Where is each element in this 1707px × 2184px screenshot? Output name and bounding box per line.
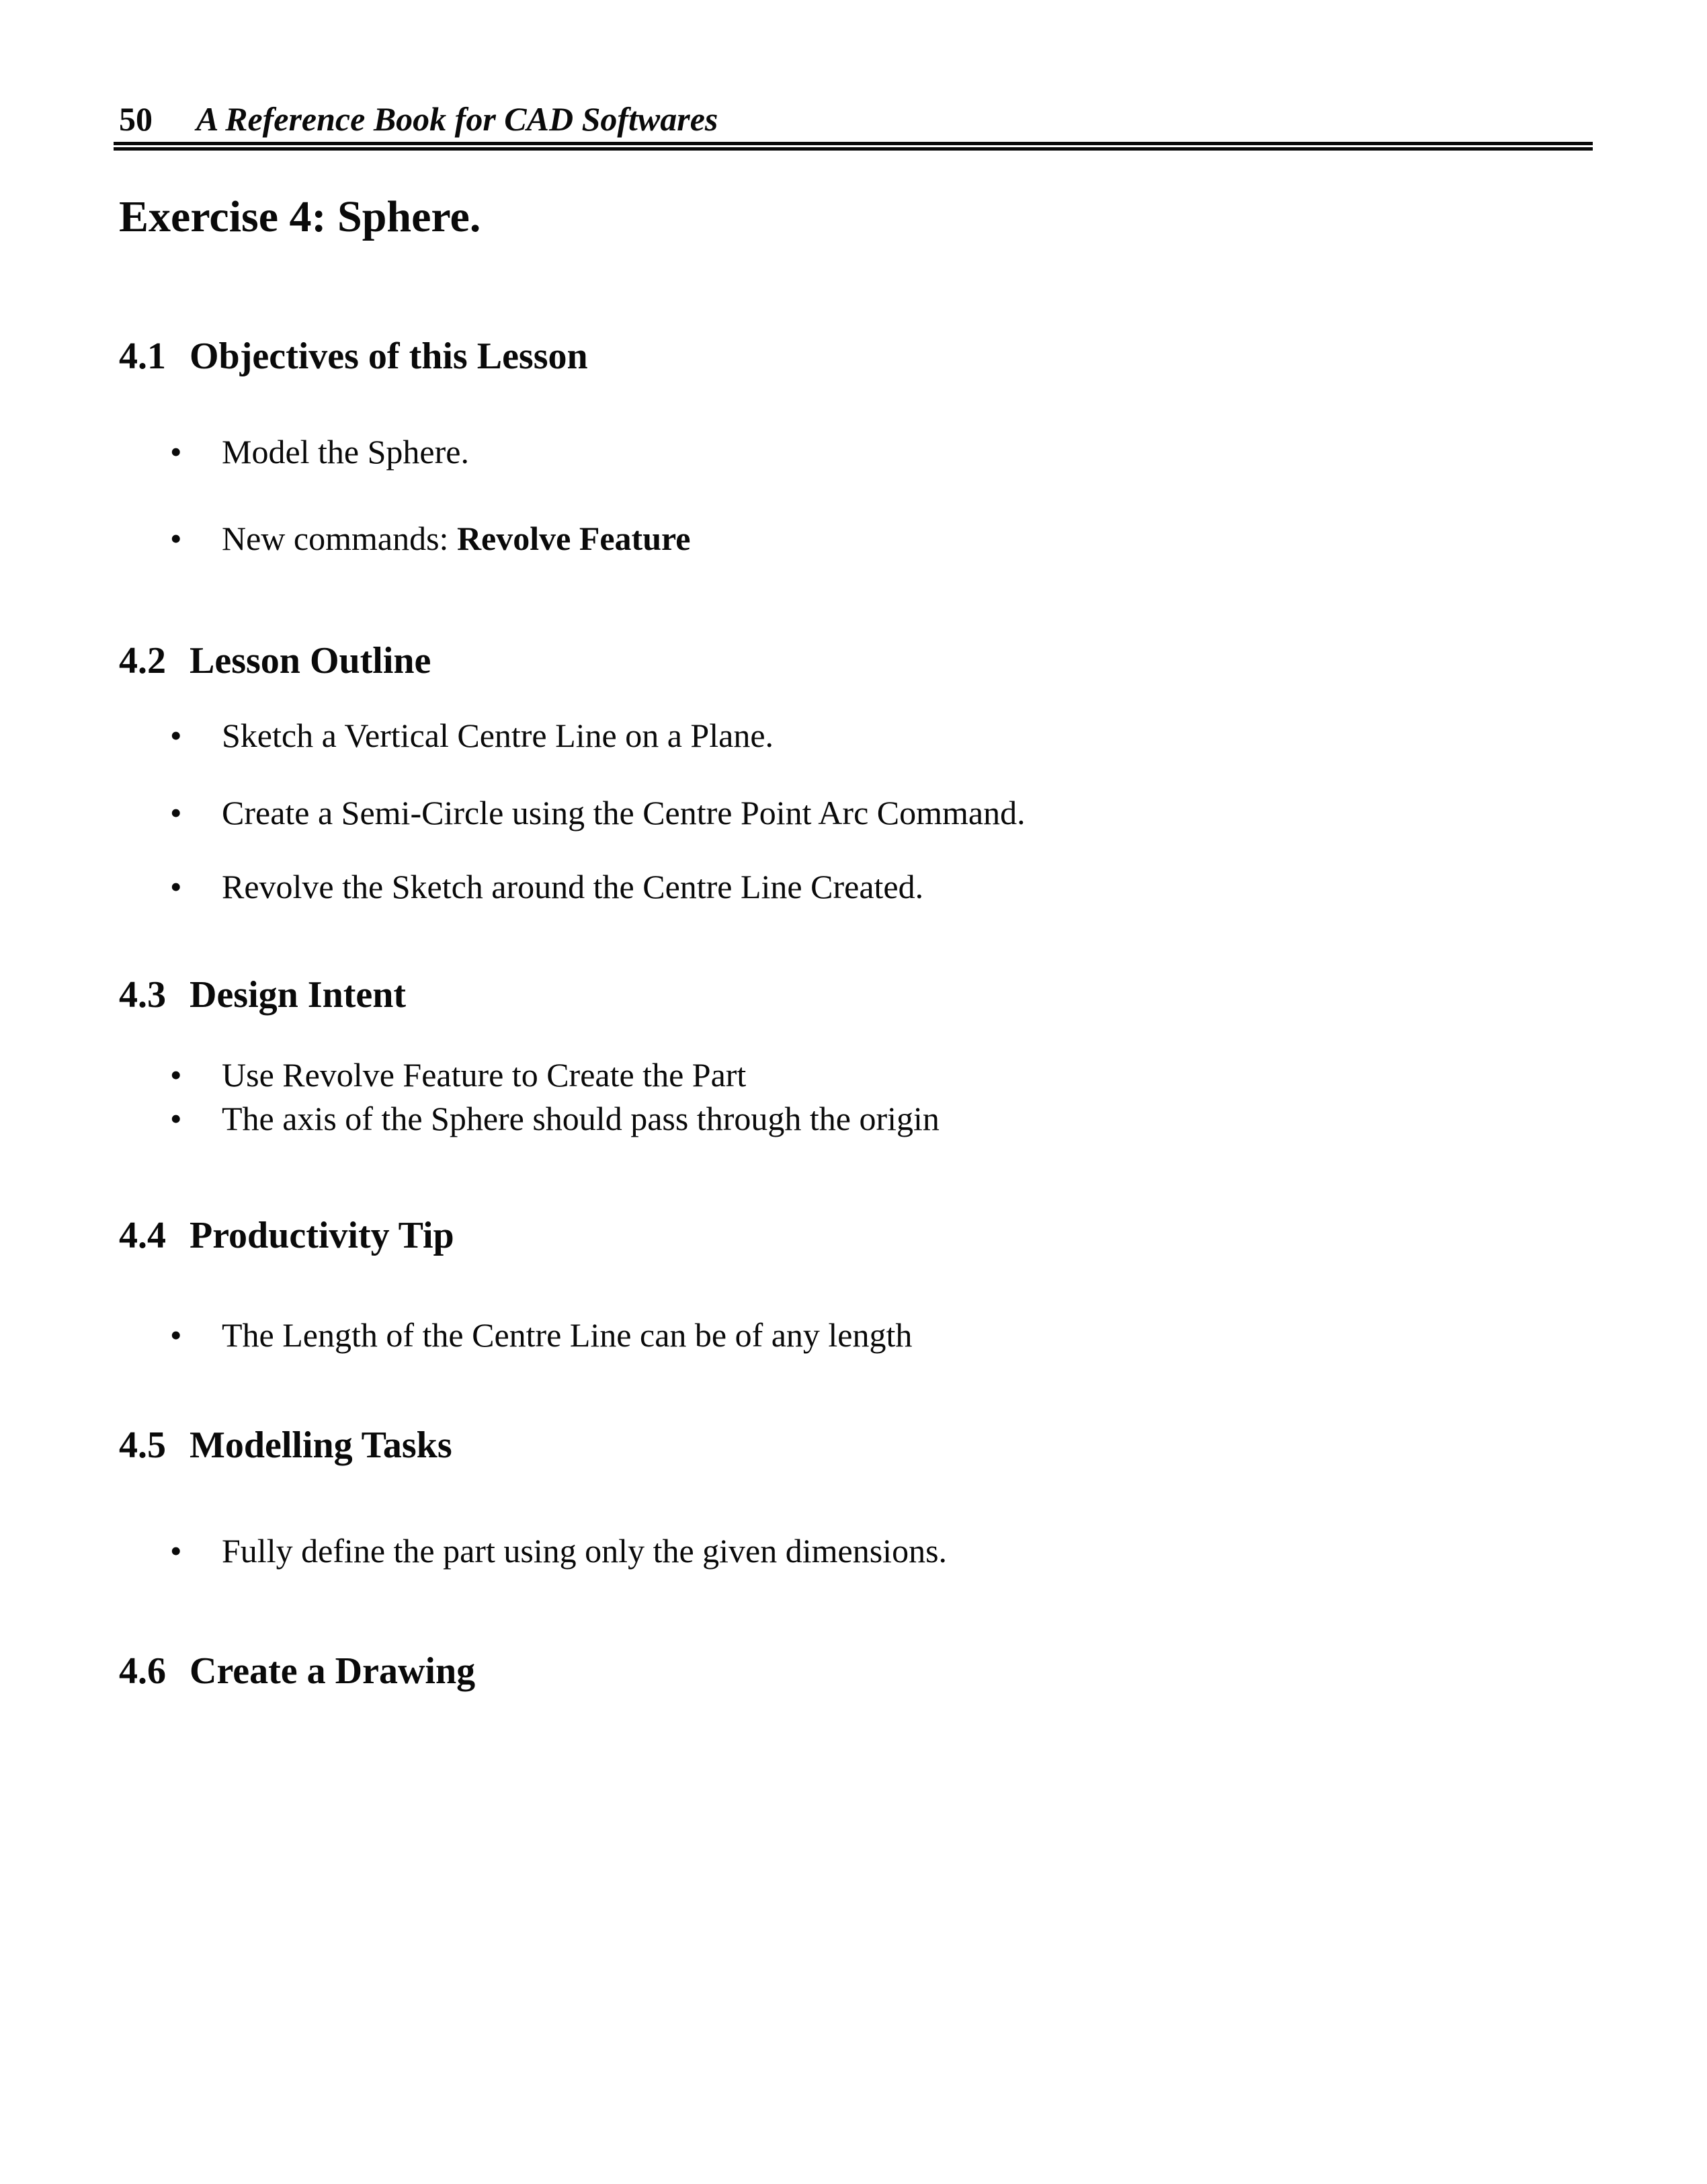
section-title: Objectives of this Lesson: [190, 335, 588, 377]
list-item: [170, 432, 469, 472]
list-item-text: New commands:: [222, 520, 457, 557]
section-heading-4-6: [119, 1649, 475, 1694]
section-number: 4.4: [119, 1215, 166, 1256]
list-item: [170, 1315, 912, 1355]
list-item: [170, 1531, 947, 1571]
list-item-text: Revolve the Sketch around the Centre Line Created.: [222, 868, 924, 905]
list-item-text: Create a Semi-Circle using the Centre Point Arc Command.: [222, 794, 1026, 832]
section-number: 4.3: [119, 974, 166, 1016]
section-heading-4-3: [119, 973, 406, 1018]
bullet-icon: •: [170, 794, 182, 832]
bullet-icon: •: [170, 1532, 182, 1570]
section-title: Productivity Tip: [190, 1215, 454, 1256]
list-item: [170, 1098, 940, 1139]
section-heading-4-2: [119, 639, 431, 684]
section-title: Lesson Outline: [190, 640, 431, 682]
list-item-text: The axis of the Sphere should pass through the origin: [222, 1100, 940, 1137]
list-item: [170, 1055, 746, 1095]
running-header: [119, 99, 718, 139]
section-number: 4.2: [119, 640, 166, 682]
bullet-icon: •: [170, 717, 182, 754]
bullet-icon: •: [170, 520, 182, 557]
section-heading-4-4: [119, 1213, 454, 1258]
section-heading-4-1: [119, 334, 588, 379]
list-item: [170, 518, 691, 559]
list-item: [170, 866, 923, 907]
bullet-icon: •: [170, 868, 182, 905]
bullet-icon: •: [170, 1056, 182, 1094]
bullet-icon: •: [170, 1100, 182, 1137]
list-item-text-bold: Revolve Feature: [456, 520, 691, 557]
section-title: Modelling Tasks: [190, 1424, 452, 1466]
list-item: [170, 793, 1026, 833]
page-number: 50: [119, 100, 153, 138]
list-item-text: The Length of the Centre Line can be of any length: [222, 1316, 913, 1354]
list-item-text: Model the Sphere.: [222, 433, 469, 471]
bullet-icon: •: [170, 1316, 182, 1354]
list-item-text: Use Revolve Feature to Create the Part: [222, 1056, 747, 1094]
section-title: Design Intent: [190, 974, 407, 1016]
header-divider-rule: [114, 142, 1593, 151]
book-title: A Reference Book for CAD Softwares: [196, 100, 718, 138]
list-item: [170, 715, 774, 756]
section-heading-4-5: [119, 1423, 452, 1468]
section-number: 4.5: [119, 1424, 166, 1466]
list-item-text: Fully define the part using only the given dimensions.: [222, 1532, 948, 1570]
list-item-text: Sketch a Vertical Centre Line on a Plane.: [222, 717, 774, 754]
section-number: 4.6: [119, 1650, 166, 1692]
section-title: Create a Drawing: [190, 1650, 476, 1692]
bullet-icon: •: [170, 433, 182, 471]
section-number: 4.1: [119, 335, 166, 377]
exercise-title: Exercise 4: Sphere.: [119, 192, 481, 241]
